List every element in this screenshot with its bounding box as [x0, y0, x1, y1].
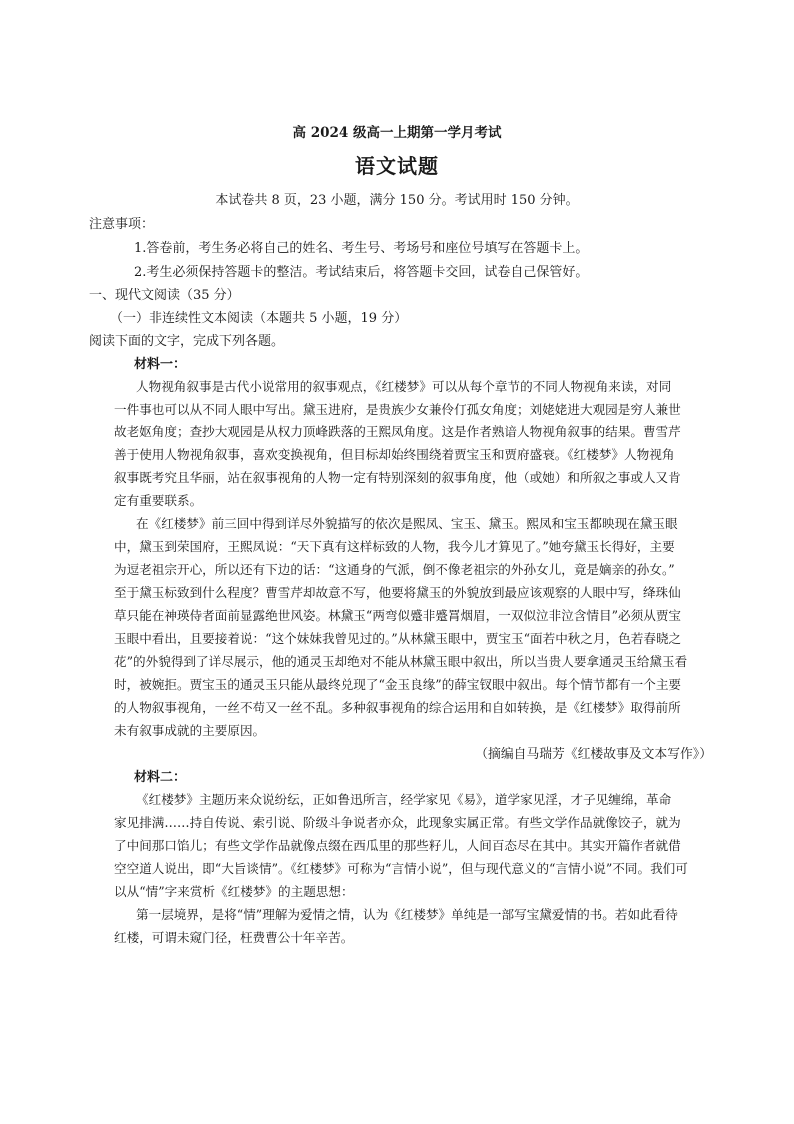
text-line: 未有叙事成就的主要原因。: [114, 723, 266, 738]
text-line: 中，黛玉到荣国府，王熙凤说：“天下真有这样标致的人物，我今儿才算见了。”她夸黛玉长得好，主要: [114, 539, 675, 554]
text-line: 第一层境界，是将“情”理解为爱情之情，认为《红楼梦》单纯是一部写宝黛爱情的书。若如此看待: [136, 907, 678, 922]
text-line: 家见排满……持自传说、索引说、阶级斗争说者亦众，此现象实属正常。有些文学作品就像饺子，就为: [114, 815, 681, 830]
notice-item: 2.考生必须保持答题卡的整洁。考试结束后，将答题卡交回，试卷自己保管好。: [134, 265, 589, 280]
text-line: 红楼，可谓未窥门径，枉费曹公十年辛苦。: [114, 930, 354, 945]
text-line: 的人物叙事视角，一丝不苟又一丝不乱。多种叙事视角的综合运用和自如转换，是《红楼梦》取得前所: [114, 700, 681, 715]
text-line: 《红楼梦》主题历来众说纷纭，正如鲁迅所言，经学家见《易》，道学家见淫，才子见缠绵，革命: [136, 792, 672, 807]
material-one-label: 材料一：: [134, 357, 187, 372]
exam-title: 高 2024 级高一上期第一学月考试: [292, 125, 502, 141]
text-line: 在《红楼梦》前三回中得到详尽外貌描写的依次是熙凤、宝玉、黛玉。熙凤和宝玉都映现在黛玉眼: [136, 516, 678, 531]
text-line: 了中间那口馅儿；有些文学作品就像点缀在西瓜里的那些籽儿，人间百态尽在其中。其实开篇作者就借: [114, 838, 681, 853]
text-line: 人物视角叙事是古代小说常用的叙事观点，《红楼梦》可以从每个章节的不同人物视角来读，对同: [136, 379, 672, 394]
text-line: 以从“情”字来赏析《红楼梦》的主题思想：: [114, 884, 354, 899]
text-line: 一件事也可以从不同人眼中写出。黛玉进府，是贵族少女兼伶仃孤女角度；刘姥姥进大观园是穷人兼世: [114, 402, 681, 417]
text-line: 定有重要联系。: [114, 493, 203, 508]
material-one-source: （摘编自马瑞芳《红楼故事及文本写作》）: [475, 747, 712, 762]
text-line: 玉眼中看出，且要接着说：“这个妹妹我曾见过的。”从林黛玉眼中，贾宝玉“面若中秋之月，色若春晓之: [114, 631, 682, 646]
subject-title: 语文试题: [355, 154, 439, 178]
text-line: 空空道人说出，即“大旨谈情”。《红楼梦》可称为“言情小说”，但与现代意义的“言情小说”不同。我们可: [114, 861, 688, 876]
text-line: 为逗老祖宗开心，所以还有下边的话：“这通身的气派，倒不像老祖宗的外孙女儿，竟是嫡亲的孙女。”: [114, 562, 675, 577]
section-instruction: 阅读下面的文字，完成下列各题。: [89, 334, 285, 349]
text-line: 至于黛玉标致到什么程度？曹雪芹却故意不写，他要将黛玉的外貌放到最应该观察的人眼中写，绛珠仙: [114, 585, 681, 600]
material-two-label: 材料二：: [134, 770, 187, 785]
notice-item: 1.答卷前，考生务必将自己的姓名、考生号、考场号和座位号填写在答题卡上。: [134, 241, 589, 256]
text-line: 叙事既考究且华丽，站在叙事视角的人物一定有特别深刻的叙事角度，他（或她）和所叙之事或人又肯: [114, 470, 681, 485]
exam-intro: 本试卷共 8 页，23 小题，满分 150 分。考试用时 150 分钟。: [215, 193, 579, 208]
text-line: 草只能在神瑛侍者面前显露绝世风姿。林黛玉“两弯似蹙非蹙罥烟眉，一双似泣非泣含情目”必须从贾宝: [114, 608, 682, 623]
notice-heading: 注意事项：: [89, 217, 155, 232]
text-line: 花”的外貌得到了详尽展示，他的通灵玉却绝对不能从林黛玉眼中叙出，所以当贵人要拿通灵玉给黛玉看: [114, 654, 688, 669]
text-line: 故老妪角度；查抄大观园是从权力顶峰跌落的王熙凤角度。这是作者熟谙人物视角叙事的结果。曹雪芹: [114, 424, 681, 439]
section-subtitle: （一）非连续性文本阅读（本题共 5 小题，19 分）: [110, 311, 408, 326]
text-line: 时，被婉拒。贾宝玉的通灵玉只能从最终兑现了“金玉良缘”的薛宝钗眼中叙出。每个情节都有一个主要: [114, 677, 682, 692]
section-title: 一、现代文阅读（35 分）: [89, 288, 240, 303]
text-line: 善于使用人物视角叙事，喜欢变换视角，但目标却始终围绕着贾宝玉和贾府盛衰。《红楼梦》人物视角: [114, 447, 675, 462]
